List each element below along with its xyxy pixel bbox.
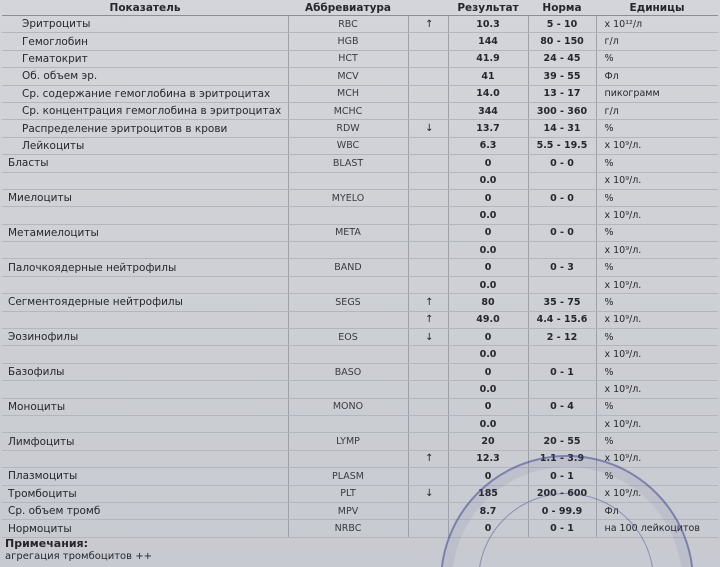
cell-flag-arrow: [408, 85, 448, 102]
cell-abbreviation: MONO: [288, 398, 408, 415]
cell-units: x 10⁹/л.: [596, 242, 718, 259]
cell-result: 0: [448, 155, 528, 172]
cell-flag-arrow: ↑: [408, 311, 448, 328]
cell-units: %: [596, 189, 718, 206]
table-row: [2, 311, 718, 328]
cell-units: %: [596, 120, 718, 137]
cell-units: %: [596, 398, 718, 415]
cell-result: 8.7: [448, 502, 528, 519]
cell-units: %: [596, 155, 718, 172]
cell-name: [2, 207, 288, 224]
cell-abbreviation: BLAST: [288, 155, 408, 172]
cell-result: 6.3: [448, 137, 528, 154]
cell-name: [2, 276, 288, 293]
table-row: [2, 294, 718, 311]
cell-name: Эритроциты: [2, 16, 288, 33]
cell-name: Ср. содержание гемоглобина в эритроцитах: [2, 85, 288, 102]
table-row: [2, 224, 718, 241]
cell-name: Ср. концентрация гемоглобина в эритроцитах: [2, 102, 288, 119]
cell-flag-arrow: ↑: [408, 294, 448, 311]
cell-units: x 10⁹/л.: [596, 381, 718, 398]
cell-norm: [528, 346, 596, 363]
cell-norm: 4.4 - 15.6: [528, 311, 596, 328]
cell-units: %: [596, 50, 718, 67]
cell-abbreviation: HCT: [288, 50, 408, 67]
cell-units: x 10⁹/л.: [596, 137, 718, 154]
cell-name: Эозинофилы: [2, 329, 288, 346]
cell-abbreviation: [288, 207, 408, 224]
header-norm: Норма: [528, 0, 596, 16]
cell-norm: 0 - 99.9: [528, 502, 596, 519]
table-row: [2, 189, 718, 206]
cell-result: 12.3: [448, 450, 528, 467]
table-header-row: [2, 0, 718, 16]
cell-units: %: [596, 363, 718, 380]
cell-norm: [528, 207, 596, 224]
cell-flag-arrow: [408, 276, 448, 293]
cell-abbreviation: RDW: [288, 120, 408, 137]
cell-result: 185: [448, 485, 528, 502]
cell-units: пикограмм: [596, 85, 718, 102]
table-row: [2, 381, 718, 398]
cell-norm: 0 - 0: [528, 224, 596, 241]
cell-abbreviation: [288, 450, 408, 467]
cell-norm: 39 - 55: [528, 68, 596, 85]
cell-result: 0.0: [448, 276, 528, 293]
cell-name: Моноциты: [2, 398, 288, 415]
table-row: [2, 242, 718, 259]
cell-flag-arrow: [408, 363, 448, 380]
cell-result: 0: [448, 329, 528, 346]
cell-abbreviation: NRBC: [288, 520, 408, 537]
cell-abbreviation: BAND: [288, 259, 408, 276]
cell-result: 80: [448, 294, 528, 311]
cell-name: [2, 381, 288, 398]
cell-name: Нормоциты: [2, 520, 288, 537]
table-row: [2, 85, 718, 102]
table-row: [2, 33, 718, 50]
cell-result: 144: [448, 33, 528, 50]
header-units: Единицы: [596, 0, 718, 16]
cell-result: 10.3: [448, 16, 528, 33]
cell-result: 0.0: [448, 381, 528, 398]
cell-name: Бласты: [2, 155, 288, 172]
cell-result: 41: [448, 68, 528, 85]
cell-norm: 0 - 0: [528, 189, 596, 206]
cell-norm: 0 - 1: [528, 468, 596, 485]
cell-norm: 20 - 55: [528, 433, 596, 450]
table-row: [2, 276, 718, 293]
cell-flag-arrow: [408, 259, 448, 276]
cell-units: x 10⁹/л.: [596, 172, 718, 189]
cell-abbreviation: EOS: [288, 329, 408, 346]
cell-units: x 10¹²/л: [596, 16, 718, 33]
cell-units: Фл: [596, 502, 718, 519]
cell-flag-arrow: [408, 207, 448, 224]
cell-name: Распределение эритроцитов в крови: [2, 120, 288, 137]
cell-result: 0: [448, 398, 528, 415]
cell-abbreviation: SEGS: [288, 294, 408, 311]
cell-units: %: [596, 468, 718, 485]
cell-flag-arrow: [408, 381, 448, 398]
cell-result: 0: [448, 363, 528, 380]
cell-norm: [528, 381, 596, 398]
cell-abbreviation: MCHC: [288, 102, 408, 119]
cell-name: Плазмоциты: [2, 468, 288, 485]
table-row: [2, 415, 718, 432]
cell-flag-arrow: [408, 346, 448, 363]
cell-abbreviation: LYMP: [288, 433, 408, 450]
table-row: [2, 155, 718, 172]
cell-units: x 10⁹/л.: [596, 450, 718, 467]
cell-norm: 5 - 10: [528, 16, 596, 33]
cell-norm: 24 - 45: [528, 50, 596, 67]
cell-flag-arrow: [408, 102, 448, 119]
cell-norm: 2 - 12: [528, 329, 596, 346]
cell-norm: 0 - 4: [528, 398, 596, 415]
table-row: [2, 172, 718, 189]
cell-norm: 13 - 17: [528, 85, 596, 102]
cell-result: 0: [448, 224, 528, 241]
results-table: [2, 0, 718, 538]
cell-name: Метамиелоциты: [2, 224, 288, 241]
table-row: [2, 398, 718, 415]
cell-norm: 80 - 150: [528, 33, 596, 50]
cell-units: %: [596, 294, 718, 311]
cell-flag-arrow: [408, 415, 448, 432]
cell-norm: 300 - 360: [528, 102, 596, 119]
cell-result: 41.9: [448, 50, 528, 67]
cell-abbreviation: MPV: [288, 502, 408, 519]
cell-norm: [528, 172, 596, 189]
cell-name: Миелоциты: [2, 189, 288, 206]
cell-norm: 14 - 31: [528, 120, 596, 137]
cell-name: [2, 242, 288, 259]
cell-norm: [528, 242, 596, 259]
header-name: Показатель: [2, 0, 288, 16]
cell-abbreviation: [288, 242, 408, 259]
cell-flag-arrow: [408, 398, 448, 415]
cell-units: на 100 лейкоцитов: [596, 520, 718, 537]
cell-abbreviation: [288, 346, 408, 363]
cell-units: %: [596, 259, 718, 276]
cell-norm: 35 - 75: [528, 294, 596, 311]
cell-result: 0: [448, 468, 528, 485]
cell-name: Базофилы: [2, 363, 288, 380]
cell-flag-arrow: ↓: [408, 485, 448, 502]
cell-units: %: [596, 224, 718, 241]
cell-norm: 0 - 1: [528, 520, 596, 537]
cell-flag-arrow: ↑: [408, 16, 448, 33]
cell-abbreviation: META: [288, 224, 408, 241]
cell-units: x 10⁹/л.: [596, 276, 718, 293]
notes-text: агрегация тромбоцитов ++: [5, 551, 152, 562]
cell-flag-arrow: [408, 433, 448, 450]
cell-flag-arrow: [408, 33, 448, 50]
cell-flag-arrow: [408, 68, 448, 85]
cell-flag-arrow: ↓: [408, 120, 448, 137]
cell-abbreviation: WBC: [288, 137, 408, 154]
cell-flag-arrow: [408, 137, 448, 154]
cell-abbreviation: [288, 276, 408, 293]
cell-result: 0.0: [448, 346, 528, 363]
cell-abbreviation: MCH: [288, 85, 408, 102]
cell-units: x 10⁹/л.: [596, 207, 718, 224]
cell-units: x 10⁹/л.: [596, 415, 718, 432]
table-row: [2, 363, 718, 380]
cell-units: г/л: [596, 33, 718, 50]
cell-result: 0.0: [448, 415, 528, 432]
cell-result: 0.0: [448, 242, 528, 259]
header-abbr: Аббревиатура: [288, 0, 408, 16]
cell-units: Фл: [596, 68, 718, 85]
cell-name: [2, 415, 288, 432]
table-row: [2, 102, 718, 119]
cell-flag-arrow: [408, 468, 448, 485]
cell-abbreviation: BASO: [288, 363, 408, 380]
cell-result: 20: [448, 433, 528, 450]
cell-name: [2, 311, 288, 328]
cell-units: x 10⁹/л.: [596, 346, 718, 363]
cell-name: Гемоглобин: [2, 33, 288, 50]
cell-norm: 5.5 - 19.5: [528, 137, 596, 154]
cell-abbreviation: RBC: [288, 16, 408, 33]
table-row: [2, 207, 718, 224]
cell-result: 49.0: [448, 311, 528, 328]
cell-abbreviation: MCV: [288, 68, 408, 85]
cell-name: Лимфоциты: [2, 433, 288, 450]
cell-flag-arrow: [408, 502, 448, 519]
cell-norm: 0 - 1: [528, 363, 596, 380]
cell-abbreviation: [288, 172, 408, 189]
header-flag: [408, 0, 448, 16]
cell-result: 14.0: [448, 85, 528, 102]
cell-abbreviation: [288, 415, 408, 432]
table-row: [2, 50, 718, 67]
table-row: [2, 259, 718, 276]
table-row: [2, 68, 718, 85]
cell-name: Палочкоядерные нейтрофилы: [2, 259, 288, 276]
cell-result: 0: [448, 259, 528, 276]
cell-units: x 10⁹/л.: [596, 311, 718, 328]
cell-abbreviation: PLT: [288, 485, 408, 502]
cell-flag-arrow: [408, 224, 448, 241]
cell-flag-arrow: [408, 189, 448, 206]
table-row: [2, 433, 718, 450]
cell-abbreviation: HGB: [288, 33, 408, 50]
cell-abbreviation: MYELO: [288, 189, 408, 206]
table-row: [2, 120, 718, 137]
cell-name: Об. объем эр.: [2, 68, 288, 85]
table-row: [2, 346, 718, 363]
cell-name: Тромбоциты: [2, 485, 288, 502]
cell-result: 0.0: [448, 172, 528, 189]
cell-norm: 0 - 3: [528, 259, 596, 276]
cell-flag-arrow: [408, 172, 448, 189]
cell-abbreviation: PLASM: [288, 468, 408, 485]
cell-result: 13.7: [448, 120, 528, 137]
cell-flag-arrow: [408, 242, 448, 259]
cell-name: [2, 172, 288, 189]
cell-result: 0.0: [448, 207, 528, 224]
cell-name: [2, 346, 288, 363]
cell-flag-arrow: ↓: [408, 329, 448, 346]
notes-title: Примечания:: [5, 537, 88, 550]
cell-abbreviation: [288, 311, 408, 328]
cell-name: Лейкоциты: [2, 137, 288, 154]
cell-flag-arrow: ↑: [408, 450, 448, 467]
table-row: [2, 329, 718, 346]
cell-name: Сегментоядерные нейтрофилы: [2, 294, 288, 311]
cell-name: [2, 450, 288, 467]
cell-flag-arrow: [408, 520, 448, 537]
table-row: [2, 137, 718, 154]
cell-norm: [528, 276, 596, 293]
cell-abbreviation: [288, 381, 408, 398]
cell-result: 0: [448, 520, 528, 537]
cell-units: x 10⁹/л.: [596, 485, 718, 502]
cell-flag-arrow: [408, 50, 448, 67]
cell-norm: 0 - 0: [528, 155, 596, 172]
cell-name: Ср. объем тромб: [2, 502, 288, 519]
cell-units: %: [596, 433, 718, 450]
table-row: [2, 16, 718, 33]
cell-name: Гематокрит: [2, 50, 288, 67]
cell-result: 344: [448, 102, 528, 119]
cell-units: г/л: [596, 102, 718, 119]
cell-norm: 1.1 - 3.9: [528, 450, 596, 467]
cell-norm: [528, 415, 596, 432]
cell-flag-arrow: [408, 155, 448, 172]
cell-result: 0: [448, 189, 528, 206]
header-result: Результат: [448, 0, 528, 16]
cell-norm: 200 - 600: [528, 485, 596, 502]
cell-units: %: [596, 329, 718, 346]
